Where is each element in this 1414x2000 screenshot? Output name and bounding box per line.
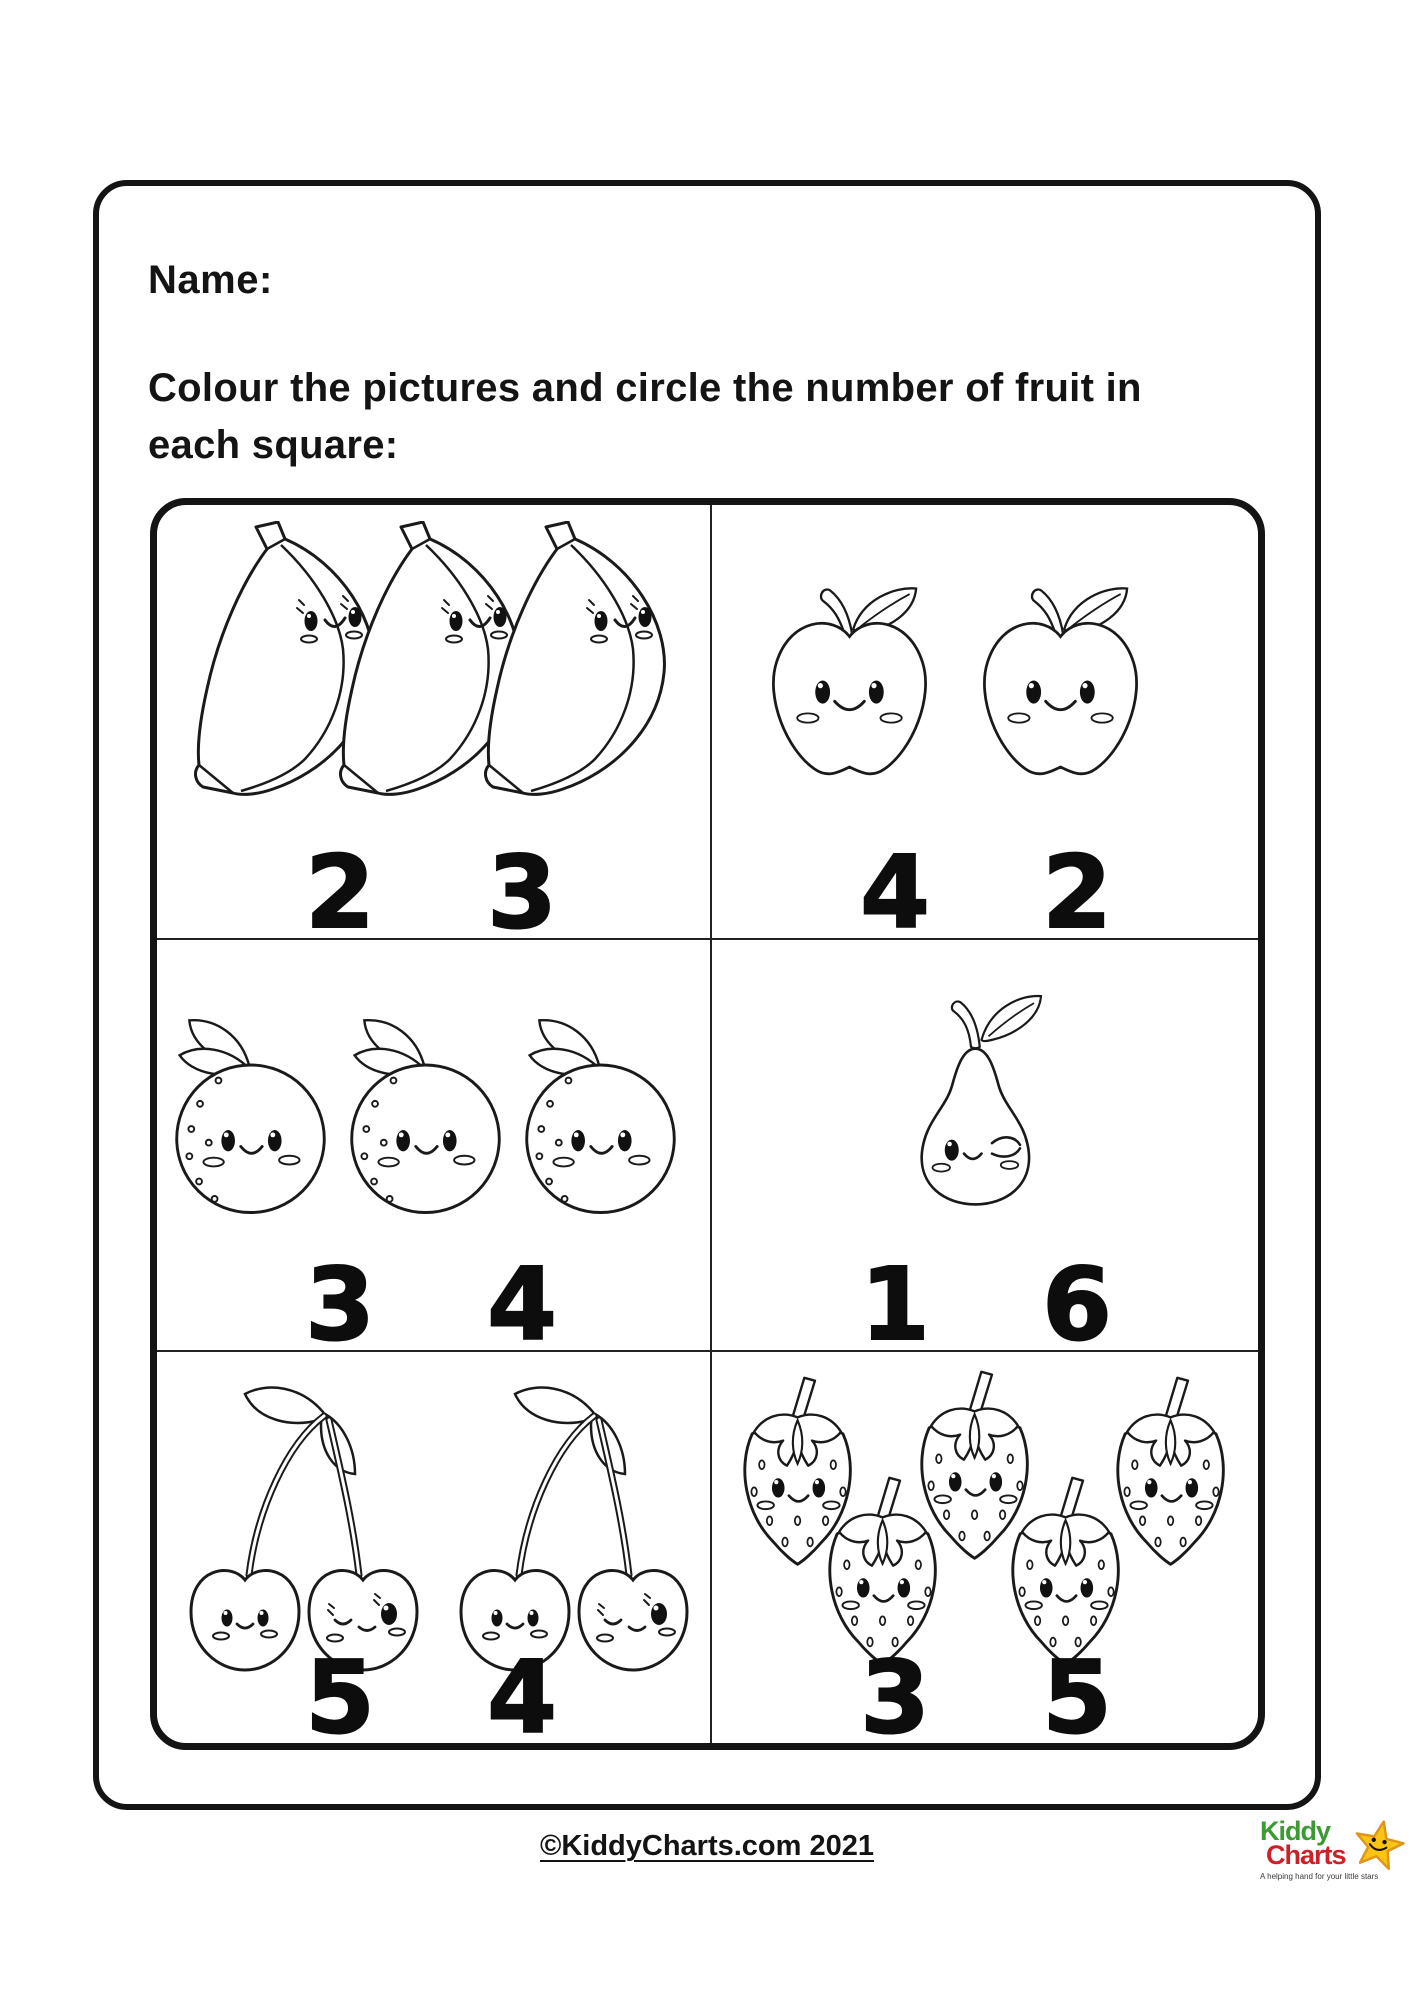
answer-options — [249, 834, 613, 951]
cell-oranges — [157, 940, 712, 1363]
banana-icon — [483, 521, 673, 799]
logo-text-charts: Charts — [1266, 1840, 1346, 1870]
instruction-text — [148, 360, 1218, 474]
orange-icon — [168, 1014, 333, 1214]
copyright-footer: ©KiddyCharts.com 2021 — [539, 1830, 875, 1862]
answer-options — [804, 1246, 1168, 1363]
number-option[interactable]: 3 — [860, 1639, 930, 1756]
number-option[interactable]: 1 — [860, 1246, 930, 1363]
fruit-grid — [150, 498, 1265, 1756]
cell-cherries — [157, 1352, 712, 1756]
apple-icon — [968, 575, 1153, 787]
number-option[interactable]: 4 — [487, 1639, 557, 1756]
number-option[interactable]: 5 — [305, 1639, 375, 1756]
cell-bananas — [157, 505, 712, 951]
kiddycharts-logo — [1260, 1818, 1405, 1890]
answer-options — [249, 1639, 613, 1756]
number-option[interactable]: 2 — [1042, 834, 1112, 951]
number-option[interactable]: 4 — [487, 1246, 557, 1363]
instruction-line1: Colour the pictures and circle the number of fruit in — [148, 366, 1142, 410]
cherries-icon — [183, 1380, 428, 1675]
orange-icon — [518, 1014, 683, 1214]
answer-options — [249, 1246, 613, 1363]
apple-icon — [757, 575, 942, 787]
logo-tagline: A helping hand for your little stars — [1260, 1872, 1379, 1881]
number-option[interactable]: 2 — [305, 834, 375, 951]
cell-apples — [712, 505, 1258, 951]
star-icon — [1349, 1815, 1410, 1873]
logo-text-kiddy: Kiddy — [1260, 1816, 1331, 1846]
answer-options — [804, 834, 1168, 951]
answer-options — [804, 1639, 1168, 1756]
cherries-icon — [453, 1380, 698, 1675]
number-option[interactable]: 3 — [487, 834, 557, 951]
number-option[interactable]: 4 — [860, 834, 930, 951]
cell-strawberries — [712, 1352, 1258, 1756]
orange-icon — [343, 1014, 508, 1214]
cell-pear — [712, 940, 1258, 1363]
instruction-line2: each square: — [148, 423, 399, 467]
number-option[interactable]: 3 — [305, 1246, 375, 1363]
number-option[interactable]: 6 — [1042, 1246, 1112, 1363]
name-label: Name: — [148, 258, 273, 302]
pear-icon — [887, 966, 1062, 1238]
number-option[interactable]: 5 — [1042, 1639, 1112, 1756]
